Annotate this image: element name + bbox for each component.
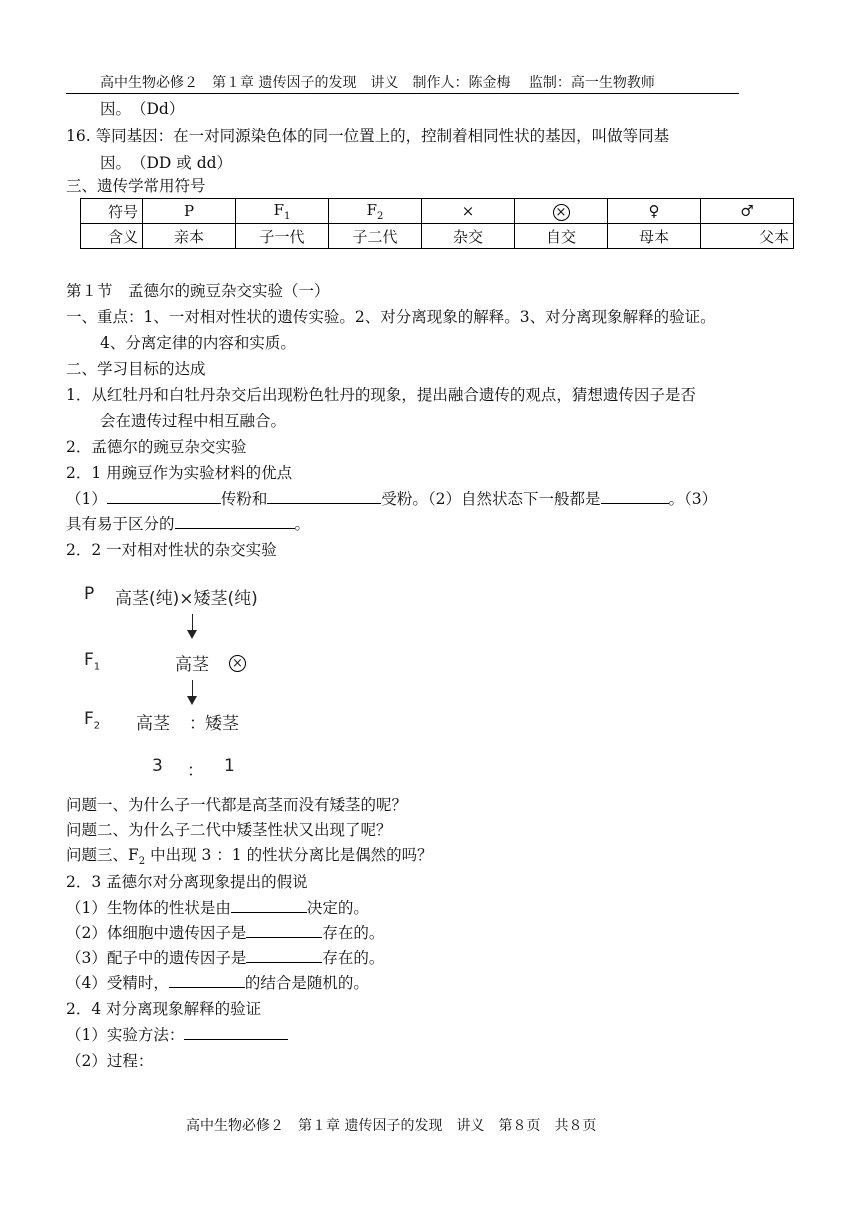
table-cell: 自交: [515, 224, 608, 249]
blank: [169, 972, 245, 988]
table-cell: P: [143, 199, 236, 224]
text-line: 2．2 一对相对性状的杂交实验: [66, 541, 277, 559]
fill-in-line: （1）实验方法：: [66, 1023, 288, 1045]
fill-in-line: （1）生物体的性状是由 决定的。: [66, 899, 369, 917]
table-cell: 子一代: [236, 224, 329, 249]
table-row: [81, 224, 794, 249]
f2-colon: ：: [189, 714, 206, 734]
ratio-right: 1: [224, 756, 235, 776]
self-cross-icon: ×: [229, 652, 246, 672]
text-line: 1．从红牡丹和白牡丹杂交后出现粉色牡丹的现象，提出融合遗传的观点，猜想遗传因子是否: [66, 386, 696, 404]
self-cross-icon: ×: [553, 204, 570, 221]
fill-in-line: （4）受精时， 的结合是随机的。: [66, 974, 369, 992]
fill-in-line: 具有易于区分的 。: [66, 515, 311, 533]
table-cell: 父本: [701, 224, 794, 249]
table-row: [81, 199, 794, 224]
question: 问题一、为什么子一代都是高茎而没有矮茎的呢？: [66, 796, 408, 814]
table-cell: 符号: [81, 199, 143, 224]
text-line: （2）过程：: [66, 1052, 154, 1070]
text-line: 因。 （Dd）: [100, 100, 185, 118]
blank: [184, 1024, 288, 1040]
f2-symbol: F: [366, 200, 378, 219]
f1-text: 高茎: [175, 655, 209, 675]
blank: [601, 488, 669, 504]
page-footer: 高中生物必修２ 第１章 遗传因子的发现 讲义 第８页 共８页: [186, 1118, 597, 1134]
blank: [246, 922, 322, 938]
f2-tall-text: 高茎: [136, 714, 170, 734]
question: 问题二、为什么子二代中矮茎性状又出现了呢？: [66, 821, 392, 839]
table-cell: ×: [422, 199, 515, 224]
parent-cross-text: 高茎(纯)×矮茎(纯): [115, 589, 258, 609]
blank: [231, 897, 307, 913]
f1-label: $F_1$: [84, 650, 101, 673]
table-cell: 含义: [81, 224, 143, 249]
p-label: P: [84, 584, 95, 604]
text-line: 2．孟德尔的豌豆杂交实验: [66, 438, 247, 456]
text-line: 16. 等同基因：在一对同源染色体的同一位置上的，控制着相同性状的基因，叫做等同基: [66, 127, 670, 145]
arrow-down-icon: [187, 696, 197, 705]
table-cell: 母本: [608, 224, 701, 249]
fill-in-line: （3）配子中的遗传因子是 存在的。: [66, 949, 385, 967]
fill-in-line: （1） 传粉和 受粉。（2）自然状态下一般都是 。（3）: [66, 490, 718, 508]
f2-label: $F_2$: [84, 709, 101, 732]
text-line: 会在遗传过程中相互融合。: [100, 412, 287, 430]
blank: [175, 513, 295, 529]
symbols-table: [80, 198, 794, 249]
table-cell: $F_2$: [329, 199, 422, 224]
cross-diagram: [82, 580, 332, 780]
f1-symbol: F: [273, 200, 285, 219]
text-line: 2．3 孟德尔对分离现象提出的假说: [66, 873, 308, 891]
text-line: 三、遗传学常用符号: [66, 177, 206, 195]
text-line: 2．1 用豌豆作为实验材料的优点: [66, 464, 293, 482]
table-cell: 亲本: [143, 224, 236, 249]
text-line: 4、分离定律的内容和实质。: [100, 334, 296, 352]
table-cell: $F_1$: [236, 199, 329, 224]
arrow-down-icon: [187, 630, 197, 639]
table-cell: ♂: [701, 199, 794, 224]
table-cell: [515, 199, 608, 224]
blank: [267, 488, 381, 504]
question: 问题三、$F_2$ 中出现 3 ：1 的性状分离比是偶然的吗？: [66, 846, 433, 868]
section-title: 第１节 孟德尔的豌豆杂交实验（一）: [66, 282, 330, 300]
header-rule: [66, 93, 739, 94]
fill-in-line: （2）体细胞中遗传因子是 存在的。: [66, 924, 385, 942]
table-cell: 杂交: [422, 224, 515, 249]
text-line: 一、重点：1、一对相对性状的遗传实验。2、对分离现象的解释。3、对分离现象解释的验证。: [66, 308, 716, 326]
page-header: 高中生物必修２ 第１章 遗传因子的发现 讲义 制作人：陈金梅 监制：高一生物教师: [100, 75, 655, 91]
table-cell: 子二代: [329, 224, 422, 249]
text-line: 因。 （DD 或 dd）: [100, 154, 233, 172]
blank: [246, 947, 322, 963]
ratio-colon: ：: [187, 761, 204, 781]
text-line: 二、学习目标的达成: [66, 360, 206, 378]
blank: [107, 488, 221, 504]
text-line: 2．4 对分离现象解释的验证: [66, 1000, 262, 1018]
table-cell: ♀: [608, 199, 701, 224]
f2-short-text: 矮茎: [205, 714, 239, 734]
ratio-left: 3: [152, 756, 163, 776]
